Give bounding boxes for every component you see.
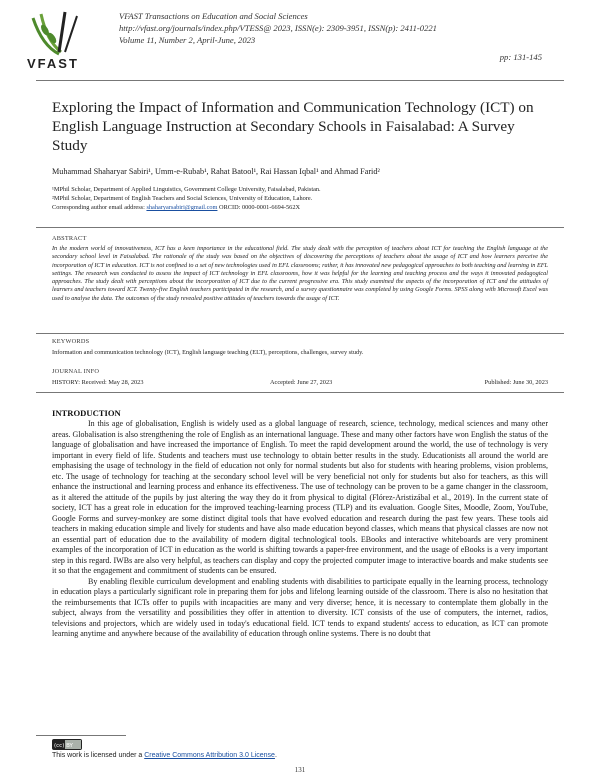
author-list: Muhammad Shaharyar Sabiri¹, Umm-e-Rubab¹, Rahat Batool¹, Rai Hassan Iqbal¹ and Ahmad Farid² bbox=[52, 167, 380, 176]
intro-paragraph-1: In this age of globalisation, English is widely used as a global language of research, science, technology, medical sciences and many other areas. Globalisation is also strengthening the role of English as an international language. These and many other factors have won English the status of the language of globalisation and have increased the importance of English. To meet the rapid development around the world, the use of technology is very important in every field of life. Students and teachers must use technology to obtain better results in the study. Educationists all around the world are emphasising the usage of technology in the field of education not only for normal students but also for students with hearing problems, vision problems, etc. The usage of technology for teaching at the secondary school level will be very beneficial not only for students but also for teachers, as this will enhance the instructional and learning process and enhance its effectiveness. The use of technology can be proven to be a game changer in the classroom, as it altered the attitude of the pupils by just altering the way they do it from physical to digital (Flórez-Aristizábal et al., 2019). In the current state of society, ICT has a great role in education for the improved teaching-learning process (TLP) and its evaluation. Google Sites, Moodle, Zoom, YouTube, Google Forms and survey-monkey are some distinct digital tools that have evolved education and research during the past few years. These tools aid teachers in making education simple and lively for students and have also made education beyond classes, which means that physical classes are now not an essential part of education due to the availability of modern digital technological tools. EBooks and interactive whiteboards are very prominent examples of the incorporation of ICT in education as the world is shifting towards a paper-free environment, and the usage of eBooks is a very important step in this regard. IWBs are also very helpful, as teachers can display and copy the projected computer image to interactive boards and make students see it so that the engagement and commitment of students can be ensured. bbox=[52, 419, 548, 575]
section-divider bbox=[36, 392, 564, 393]
introduction-body bbox=[52, 419, 548, 640]
orcid: ORCID: 0000-0001-6694-562X bbox=[217, 204, 301, 211]
intro-paragraph-2: By enabling flexible curriculum development and enabling students with disabilities to participate equally in the learning process, technology in education plays a particularly significant role in preparing them for jobs and lifelong learning outside of the classroom. There is also no hesitation that the reimbursements that ICTs offer to pupils with incapacities are many and very diverse; hence, it is necessary to contemplate them globally in the subject, always from the versatility and possibilities they offer in attention to diversity. ICT consists of the use of computers, the internet, radios, televisions and projectors, which are widely used in today's educational field. ICT tends to expand students' access to education, as ICT can promote learning anytime and anywhere because of the availability of education through online systems. There is no doubt that bbox=[52, 576, 548, 638]
cc-badge-text: (cc) BY bbox=[54, 743, 73, 749]
journal-name: VFAST Transactions on Education and Social Sciences bbox=[119, 11, 308, 21]
received-date: HISTORY: Received: May 28, 2023 bbox=[52, 379, 144, 386]
introduction-heading: INTRODUCTION bbox=[52, 408, 121, 418]
journal-url-issn[interactable]: http://vfast.org/journals/index.php/VTESS@ 2023, ISSN(e): 2309-3951, ISSN(p): 2411-0221 bbox=[119, 23, 437, 33]
section-divider bbox=[36, 333, 564, 334]
license-link[interactable]: Creative Commons Attribution 3.0 License bbox=[144, 752, 275, 759]
license-suffix: . bbox=[274, 752, 277, 759]
volume-info: Volume 11, Number 2, April-June, 2023 bbox=[119, 35, 256, 45]
header-divider bbox=[36, 80, 564, 81]
license-notice bbox=[52, 752, 277, 759]
license-prefix: This work is licensed under a bbox=[52, 752, 145, 759]
vfast-logo bbox=[25, 8, 95, 70]
affiliation-2: ²MPhil Scholar, Department of English Teachers and Social Sciences, University of Education, Lahore. bbox=[52, 195, 313, 202]
corresponding-email-link[interactable]: shaharyarsabiri@gmail.com bbox=[146, 204, 218, 211]
affiliation-1: ¹MPhil Scholar, Department of Applied Linguistics, Government College University, Faisalabad, Pakistan. bbox=[52, 186, 321, 193]
logo-wordmark: VFAST bbox=[27, 56, 79, 70]
journal-info-heading: JOURNAL INFO bbox=[52, 368, 100, 375]
corresponding-label: Corresponding author email address: bbox=[52, 204, 147, 211]
page-range: pp: 131-145 bbox=[499, 52, 542, 62]
accepted-date: Accepted: June 27, 2023 bbox=[270, 379, 333, 386]
wheat-emblem-icon bbox=[33, 12, 77, 54]
cc-by-license-badge[interactable] bbox=[52, 739, 82, 750]
abstract-heading: ABSTRACT bbox=[52, 235, 87, 242]
abstract-text: In the modern world of innovativeness, ICT has a keen importance in the educational field. The study dealt with the perception of teachers about ICT for teaching the English language at the secondary school level in Faisalabad. The rationale of the study was based on the objectives of discovering the perceptions of teachers about the usage of ICT and how learners perceive the incorporation of ICT in education. ICT is not confined to a set of new technologies used in EFL classrooms; rather, it has innovated new pedagogical approaches to both teaching and learning in EFL settings. The research was conducted to assess the impact of ICT technology in EFL classrooms, how it was helpful for the learning and teaching process and the ways it innovated pedagogical approaches. The study dealt with perceptions about the incorporation of ICT due to the current progressive era. This study examined the aspects of the incorporation of ICT and the attitudes of learners and teachers toward ICT. Twenty-five English teachers participated in the research, and a survey questionnaire was completed by using Google Forms. SPSS along with Microsoft Excel was used to analyse the data. The outcomes of the study revealed positive attitudes of teachers towards the usage of ICT. bbox=[52, 245, 548, 302]
corresponding-author bbox=[52, 203, 300, 212]
section-divider bbox=[36, 227, 564, 228]
page-number: 131 bbox=[294, 766, 306, 774]
published-date: Published: June 30, 2023 bbox=[484, 379, 548, 386]
keywords-heading: KEYWORDS bbox=[52, 338, 90, 345]
paper-title: Exploring the Impact of Information and Communication Technology (ICT) on English Language Instruction at Secondary Schools in Faisalabad: A Survey Study bbox=[52, 99, 534, 154]
footnote-divider bbox=[36, 735, 126, 736]
keywords-text: Information and communication technology (ICT), English language teaching (ELT), perceptions, challenges, survey study. bbox=[52, 349, 364, 356]
